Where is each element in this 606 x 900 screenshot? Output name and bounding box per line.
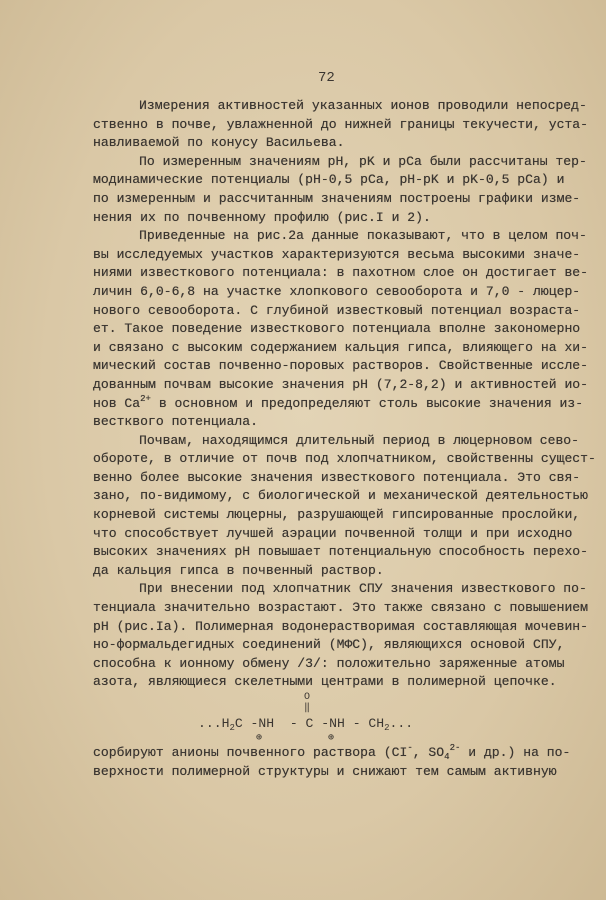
text-segment: дованным почвам высокие значения pH (7,2-8,2) и активностей ио- — [93, 376, 589, 392]
text-segment: азота, являющиеся скелетными центрами в полимерной цепочке. — [93, 674, 557, 690]
text-segment: личин 6,0-6,8 на участке хлопкового севооборота и 7,0 - люцер- — [93, 283, 581, 299]
text-segment: что способствует лучшей аэрации почвенной толщи и при исходно — [93, 525, 573, 541]
text-segment: вестквого потенциала. — [93, 414, 259, 430]
formula-part: ... — [389, 716, 414, 731]
text-segment: и др.) на по- — [460, 745, 571, 760]
positive-charge-icon: ⊕ — [328, 733, 335, 744]
page-content — [93, 97, 598, 781]
text-segment: нов Ca — [93, 395, 141, 411]
text-segment: но-формальдегидных соединений (МФС), являющихся основой СПУ, — [93, 637, 565, 653]
text-line — [93, 469, 598, 488]
text-segment: обороте, в отличие от почв под хлопчатником, свойственны сущест- — [93, 451, 596, 467]
subscript: 4 — [444, 752, 450, 762]
text-line — [93, 376, 598, 395]
text-line — [93, 302, 598, 321]
text-line — [93, 116, 598, 135]
text-line — [93, 283, 598, 302]
page-number: 72 — [318, 70, 335, 86]
text-segment: ниями известкового потенциала: в пахотном слое он достигает ве- — [93, 265, 589, 281]
text-segment: ственно в почве, увлажненной до нижней границы текучести, уста- — [93, 116, 589, 132]
formula-bond-row — [198, 703, 498, 714]
text-line — [93, 153, 598, 172]
text-segment: При внесении под хлопчатник СПУ значения известкового по- — [139, 581, 587, 597]
text-line — [93, 673, 598, 692]
text-segment: да кальция гипса в почвенный раствор. — [93, 562, 384, 578]
body-text — [93, 97, 598, 692]
chemical-formula — [198, 692, 498, 744]
text-line — [93, 339, 598, 358]
text-segment: способна к ионному обмену /3/: положительно заряженные атомы — [93, 655, 565, 671]
formula-top-row — [198, 692, 498, 703]
text-line — [93, 246, 598, 265]
closing-paragraph — [93, 744, 598, 781]
text-line — [93, 395, 598, 414]
text-line — [93, 209, 598, 228]
text-line — [93, 506, 598, 525]
text-segment: По измеренным значениям pH, pK и pCa были рассчитаны тер- — [139, 153, 587, 169]
text-line — [93, 320, 598, 339]
text-line: верхности полимерной структуры и снижают тем самым активную — [93, 763, 557, 779]
text-line — [93, 264, 598, 283]
superscript: - — [407, 743, 413, 753]
text-line — [93, 190, 598, 209]
text-line — [93, 134, 598, 153]
text-segment: в основном и предопределяют столь высокие значения из- — [150, 395, 584, 411]
text-segment: Приведенные на рис.2а данные показывают, что в целом поч- — [139, 228, 587, 244]
text-line — [93, 636, 598, 655]
text-line — [93, 450, 598, 469]
formula-part: C -NH - C -NH - CH — [234, 716, 385, 731]
text-line — [93, 580, 598, 599]
text-segment: вы исследуемых участков характеризуются весьма высокими значе- — [93, 246, 581, 262]
formula-subscript: 2 — [384, 723, 390, 733]
formula-part: ...H — [198, 716, 230, 731]
text-segment: нения их по почвенному профилю (рис.I и 2). — [93, 209, 431, 225]
text-line — [93, 487, 598, 506]
text-segment: тенциала значительно возрастают. Это также связано с повышением — [93, 600, 589, 616]
text-line — [93, 432, 598, 451]
text-segment: высоких значениях pH повышает потенциальную способность перехо- — [93, 544, 589, 560]
text-line — [93, 744, 598, 763]
positive-charge-icon: ⊕ — [256, 733, 263, 744]
text-segment: по измеренным и рассчитанным значениям построены графики изме- — [93, 190, 581, 206]
formula-subscript: 2 — [229, 723, 235, 733]
text-segment: pH (рис.Iа). Полимерная водонерастворимая составляющая мочевин- — [93, 618, 589, 634]
oxygen-atom: O — [304, 692, 311, 703]
text-segment: сорбируют анионы почвенного раствора (CI — [93, 745, 408, 760]
text-line — [93, 357, 598, 376]
text-line — [93, 413, 598, 432]
formula-charge-row — [198, 733, 498, 744]
text-line — [93, 655, 598, 674]
superscript: 2+ — [140, 393, 151, 404]
formula-main-row — [198, 714, 498, 733]
double-bond: ‖ — [304, 703, 311, 714]
text-segment: корневой системы люцерны, разрушающей гипсированные прослойки, — [93, 507, 581, 523]
text-segment: , SO — [412, 745, 445, 760]
text-segment: навливаемой по конусу Васильева. — [93, 135, 345, 151]
text-segment: ет. Такое поведение известкового потенциала вполне закономерно — [93, 321, 581, 337]
text-line — [93, 97, 598, 116]
text-segment: и связано с высоким содержанием кальция гипса, влияющего на хи- — [93, 339, 589, 355]
text-segment: нового севооборота. С глубиной известковый потенциал возраста- — [93, 302, 581, 318]
text-segment: Почвам, находящимся длительный период в люцерновом сево- — [139, 432, 580, 448]
text-line — [93, 543, 598, 562]
text-segment: зано, по-видимому, с биологической и механической деятельностью — [93, 488, 589, 504]
text-segment: модинамические потенциалы (pH-0,5 pCa, pH-pK и pK-0,5 pCa) и — [93, 172, 565, 188]
text-line — [93, 599, 598, 618]
text-line — [93, 618, 598, 637]
text-segment: венно более высокие значения известкового потенциала. Это свя- — [93, 469, 581, 485]
text-line — [93, 227, 598, 246]
text-segment: мический состав почвенно-поровых растворов. Свойственные иссле- — [93, 358, 589, 374]
text-segment: Измерения активностей указанных ионов проводили непосред- — [139, 98, 587, 113]
superscript: 2- — [449, 743, 461, 753]
text-line — [93, 525, 598, 544]
text-line — [93, 562, 598, 581]
text-line — [93, 171, 598, 190]
